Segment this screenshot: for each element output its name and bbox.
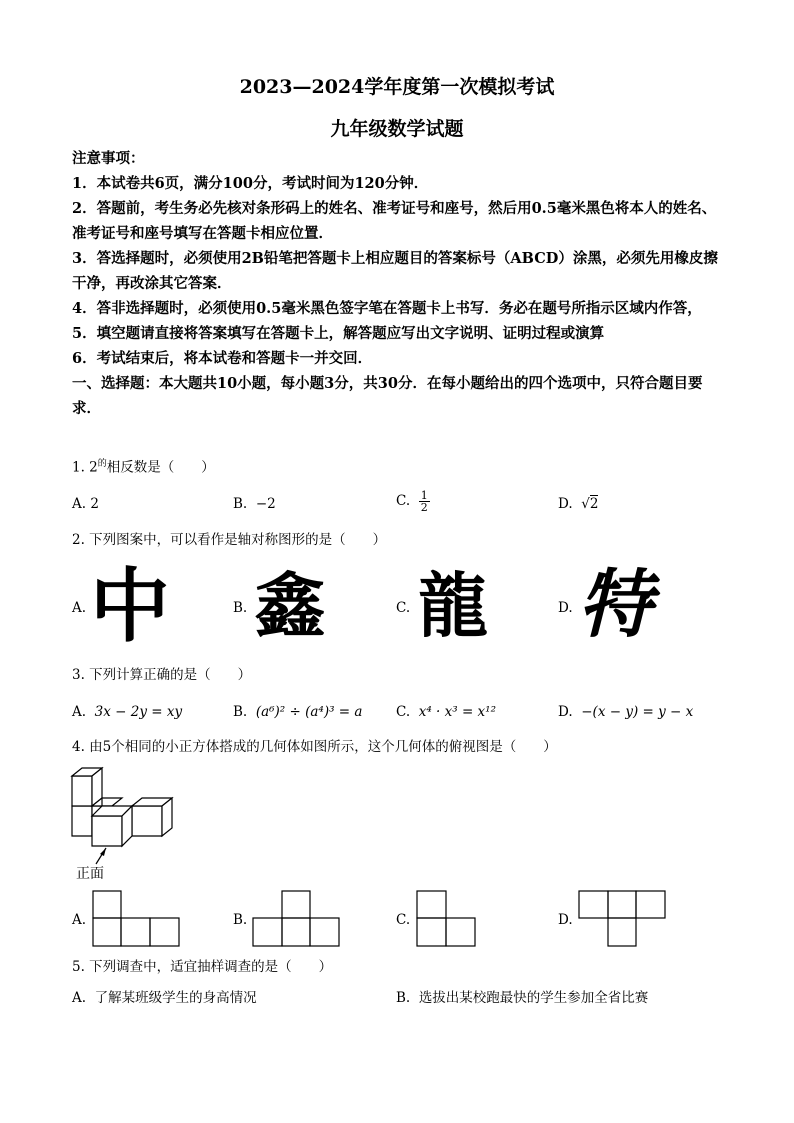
q1-c-label: C. (396, 493, 411, 509)
q3-option-b[interactable] (233, 702, 362, 722)
note-item-6: 6．考试结束后，将本试卷和答题卡一并交回． (72, 350, 373, 367)
q5-b-value: 选拔出某校跑最快的学生参加全省比赛 (418, 990, 649, 1006)
q2-option-b-glyph[interactable]: 鑫 (255, 564, 325, 647)
cube-face (72, 806, 92, 836)
q3-c-value: x⁴ · x³ = x¹² (418, 704, 496, 720)
q2-option-c-glyph[interactable]: 龍 (418, 564, 488, 647)
q1-stem-sup: 的 (97, 459, 107, 469)
front-arrow-head (100, 848, 106, 856)
q3-d-label: D. (558, 704, 573, 720)
q3-stem: 3. 下列计算正确的是（ ） (72, 667, 252, 683)
q2-a-label: A. (72, 600, 87, 616)
note-item-1: 1．本试卷共6页，满分100分，考试时间为120分钟． (72, 175, 429, 192)
q1-stem-prefix: 1. 2 (72, 459, 98, 476)
q2-b-label: B. (233, 600, 248, 616)
q4-option-d-figure[interactable] (578, 890, 668, 948)
q2-d-label: D. (558, 600, 573, 616)
square (446, 918, 475, 946)
q4-option-c-figure[interactable] (416, 890, 478, 948)
q4-b-label: B. (233, 912, 248, 928)
q3-option-a[interactable] (72, 702, 182, 722)
q3-d-value: −(x − y) = y − x (581, 704, 694, 720)
square (93, 891, 121, 918)
q4-stem: 4. 由5个相同的小正方体搭成的几何体如图所示，这个几何体的俯视图是（ ） (72, 739, 557, 755)
q3-a-value: 3x − 2y = xy (94, 704, 183, 720)
q1-option-b[interactable] (233, 494, 276, 514)
front-view-label: 正面 (76, 866, 104, 882)
q1-b-label: B. (233, 496, 248, 512)
q2-stem: 2. 下列图案中，可以看作是轴对称图形的是（ ） (72, 532, 387, 548)
q5-a-label: A. (72, 990, 87, 1006)
q3-option-c[interactable] (396, 702, 496, 722)
square (608, 891, 636, 918)
exam-subtitle: 九年级数学试题 (330, 118, 464, 140)
q3-a-label: A. (72, 704, 87, 720)
square (150, 918, 179, 946)
q1-option-d[interactable] (558, 494, 598, 514)
note-item-5: 5．填空题请直接将答案填写在答题卡上，解答题应写出文字说明、证明过程或演算 (72, 325, 605, 342)
q1-d-value: 2 (589, 496, 599, 512)
q2-option-d-glyph[interactable]: 特 (578, 562, 652, 648)
cube-face (92, 816, 122, 846)
q5-stem: 5. 下列调查中，适宜抽样调查的是（ ） (72, 959, 333, 975)
q2-c-label: C. (396, 600, 411, 616)
square (253, 918, 282, 946)
square (608, 918, 636, 946)
q2-option-a-glyph[interactable]: 中 (90, 560, 170, 653)
q1-c-num: 1 (420, 489, 428, 502)
q4-c-label: C. (396, 912, 411, 928)
q3-option-d[interactable] (558, 702, 693, 722)
note-item-2: 2．答题前，考生务必先核对条形码上的姓名、准考证号和座号，然后用0.5毫米黑色将本人的姓名、准考证号和座号填写在答题卡相应位置． (72, 200, 717, 242)
q4-a-label: A. (72, 912, 87, 928)
square (417, 918, 446, 946)
q1-option-a[interactable] (72, 494, 99, 514)
q5-option-b[interactable] (396, 988, 648, 1008)
square (579, 891, 608, 918)
q1-stem (72, 454, 215, 478)
note-item-3: 3．答选择题时，必须使用2B铅笔把答题卡上相应题目的答案标号（ABCD）涂黑，必须先用橡皮擦干净，再改涂其它答案． (72, 250, 718, 292)
square (282, 891, 310, 918)
q4-option-b-figure[interactable] (252, 890, 342, 948)
q5-option-a[interactable] (72, 988, 257, 1008)
q4-option-a-figure[interactable] (92, 890, 182, 948)
q1-b-value: −2 (255, 496, 276, 512)
section1-heading: 一、选择题：本大题共10小题，每小题3分，共30分．在每小题给出的四个选项中，只符合题目要求． (72, 375, 703, 417)
square (93, 918, 121, 946)
q5-a-value: 了解某班级学生的身高情况 (94, 990, 257, 1006)
cube-3d-figure (70, 766, 180, 870)
q5-b-label: B. (396, 990, 411, 1006)
q1-c-den: 2 (420, 501, 428, 514)
exam-title: 2023—2024学年度第一次模拟考试 (239, 76, 555, 98)
notes-heading: 注意事项： (72, 150, 145, 167)
sqrt-symbol: √ (581, 496, 590, 512)
q1-a-label: A. (72, 496, 87, 512)
notes-section (72, 146, 728, 421)
note-item-4: 4．答非选择题时，必须使用0.5毫米黑色签字笔在答题卡上书写．务必在题号所指示区域内作答， (72, 300, 702, 317)
q3-b-label: B. (233, 704, 248, 720)
cube-face (72, 776, 92, 806)
q1-c-fraction (419, 490, 430, 513)
q1-a-value: 2 (90, 496, 99, 512)
q1-stem-suffix: 相反数是（ ） (106, 459, 215, 476)
square (282, 918, 310, 946)
square (417, 891, 446, 918)
q4-d-label: D. (558, 912, 573, 928)
q1-option-c[interactable] (396, 490, 430, 513)
square (636, 891, 665, 918)
square (121, 918, 150, 946)
cube-face (132, 806, 162, 836)
square (310, 918, 339, 946)
q3-c-label: C. (396, 704, 411, 720)
q3-b-value: (a⁶)² ÷ (a⁴)³ = a (255, 704, 363, 720)
q1-d-label: D. (558, 496, 573, 512)
